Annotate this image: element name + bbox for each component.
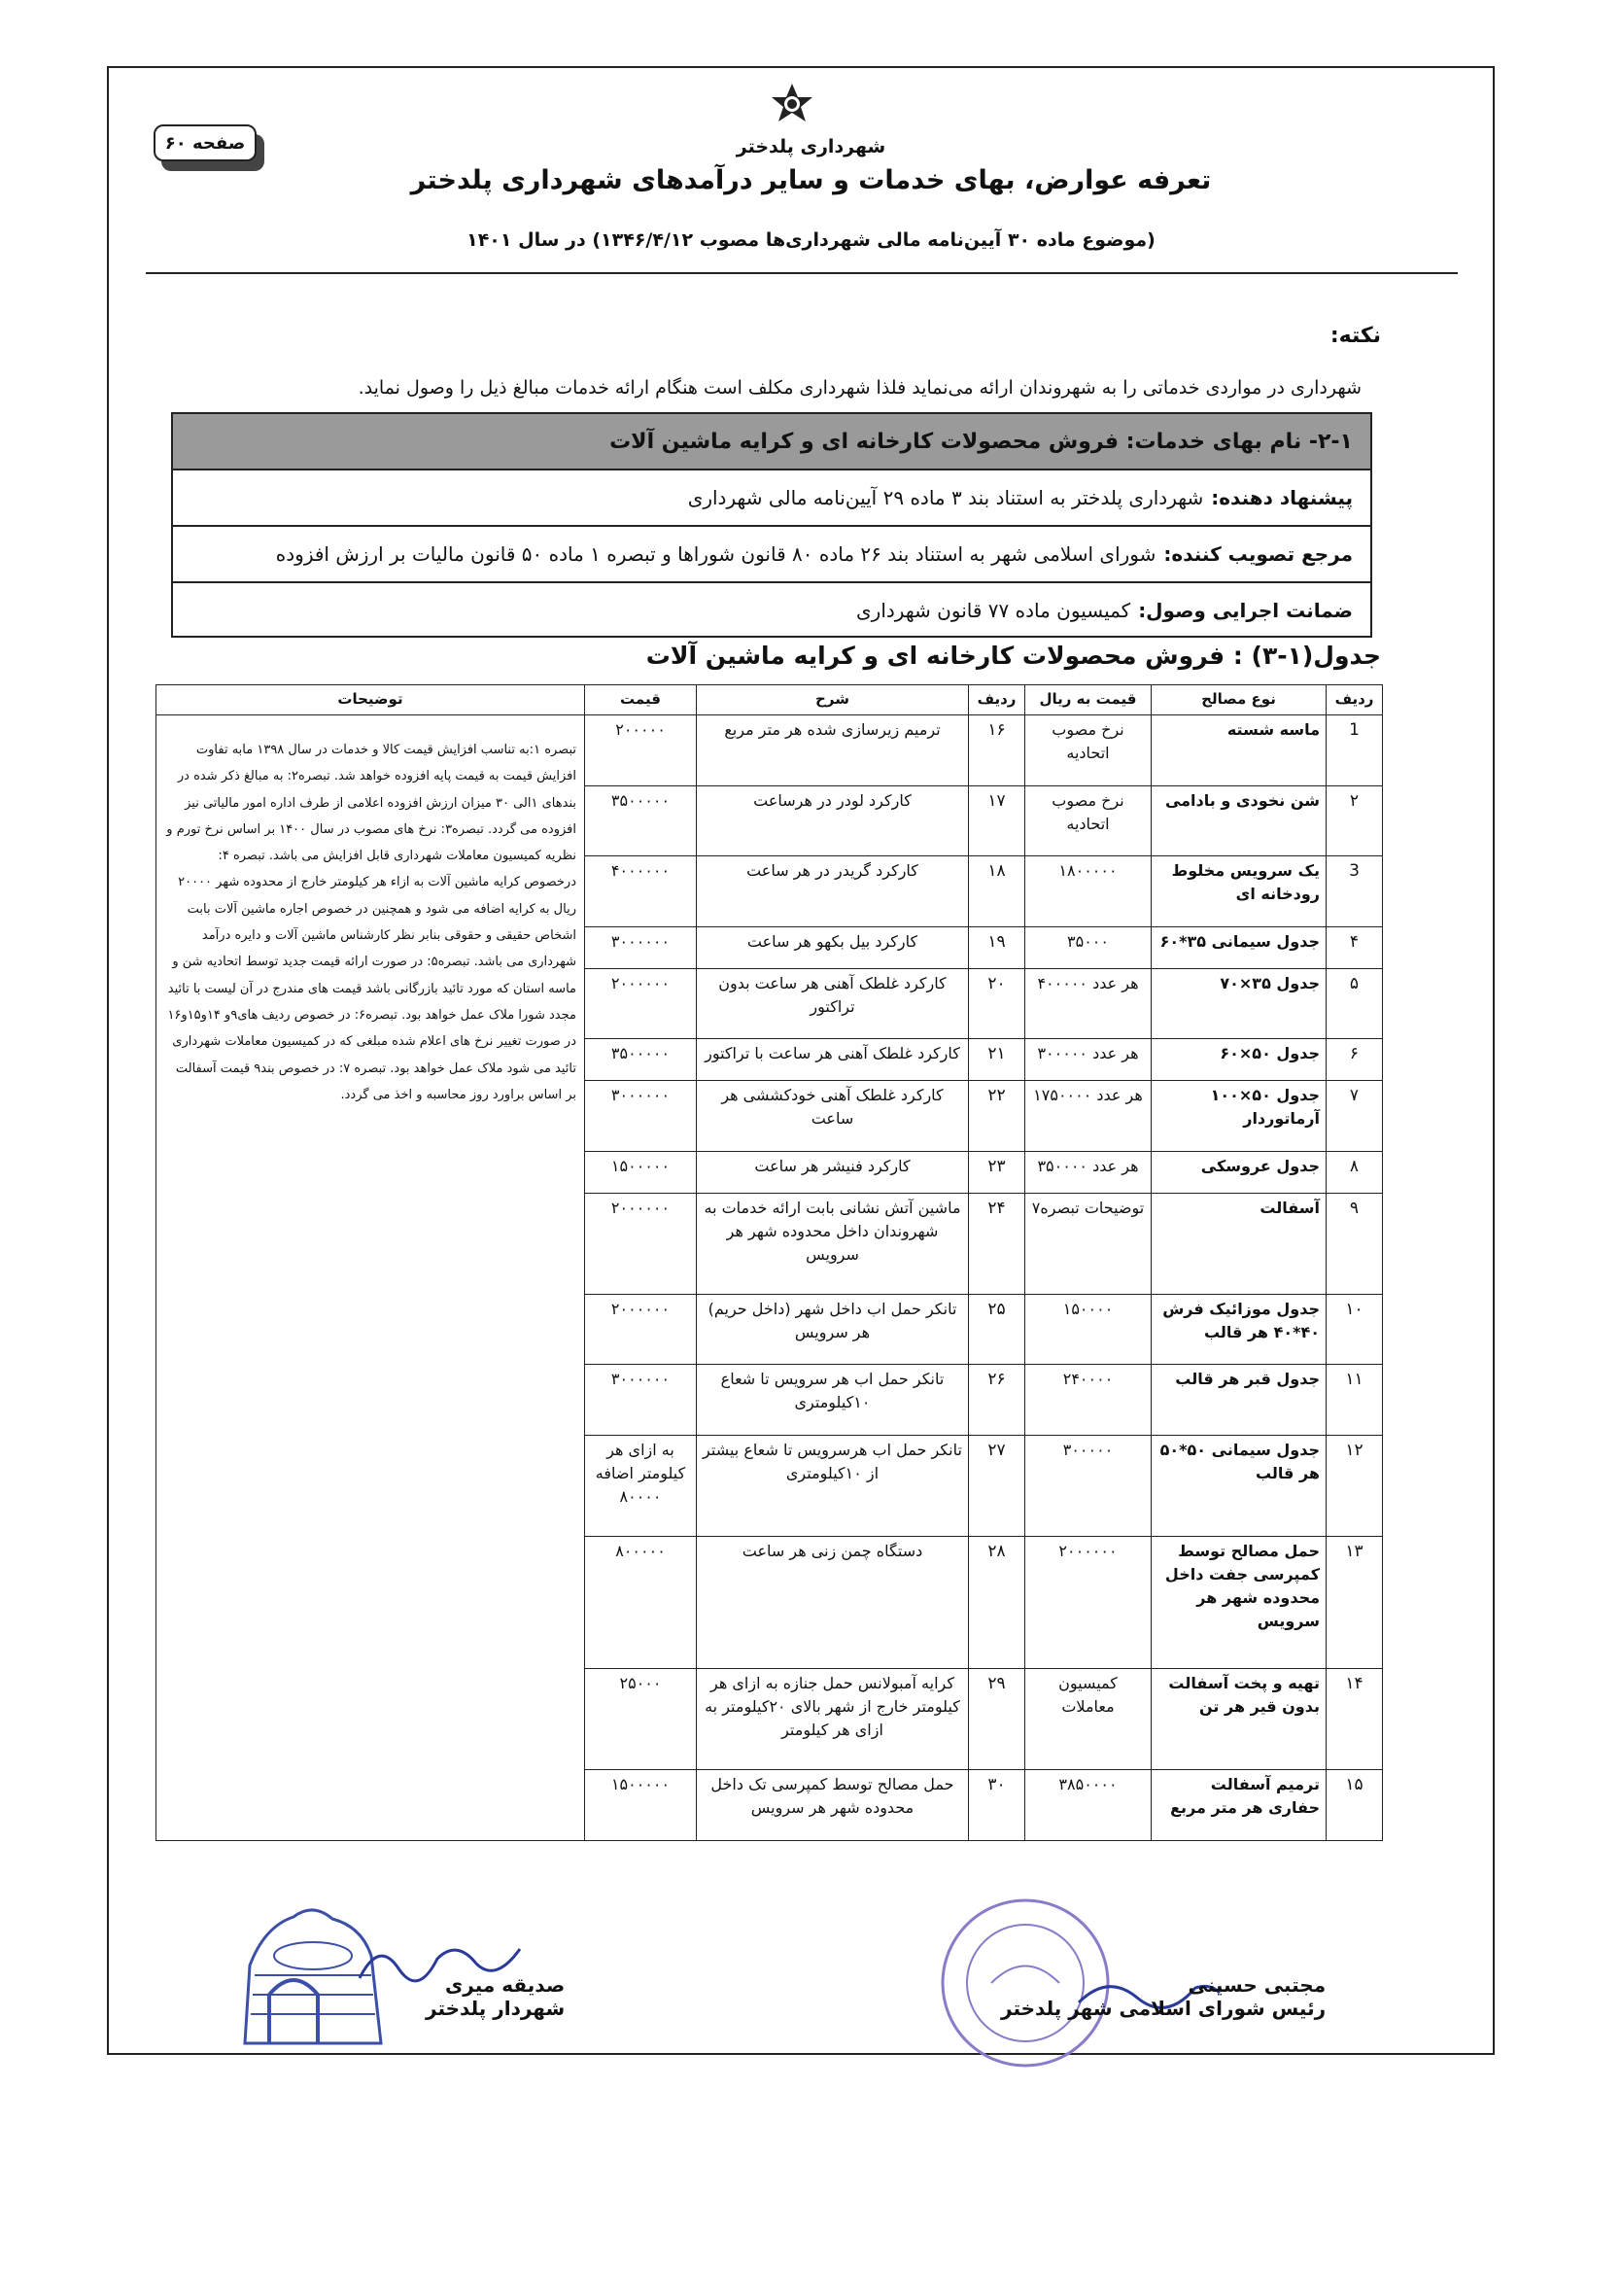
price-cell: ۸۰۰۰۰۰ xyxy=(585,1537,697,1669)
price-rial-cell: هر عدد ۱۷۵۰۰۰۰ xyxy=(1025,1081,1152,1152)
row-number-2-cell: ۲۶ xyxy=(969,1365,1025,1436)
table-title: جدول(۱-۳) : فروش محصولات کارخانه ای و کرایه ماشین آلات xyxy=(645,642,1381,670)
description-cell: ترمیم زیرسازی شده هر متر مربع xyxy=(697,715,969,786)
description-cell: کارکرد غلطک آهنی خودکششی هر ساعت xyxy=(697,1081,969,1152)
price-cell: ۱۵۰۰۰۰۰ xyxy=(585,1151,697,1193)
proposer-row xyxy=(173,470,1370,527)
header-price-rial: قیمت به ریال xyxy=(1025,685,1152,715)
row-number-cell: ۱۴ xyxy=(1327,1669,1383,1770)
row-number-cell: ۵ xyxy=(1327,968,1383,1039)
material-cell: آسفالت xyxy=(1152,1193,1327,1294)
row-number-2-cell: ۲۷ xyxy=(969,1435,1025,1536)
material-cell: جدول ۵۰×۱۰۰ آرماتوردار xyxy=(1152,1081,1327,1152)
price-rial-cell: ۲۴۰۰۰۰ xyxy=(1025,1365,1152,1436)
approver-value: شورای اسلامی شهر به استناد بند ۲۶ ماده ۸۰ قانون شوراها و تبصره ۱ ماده ۵۰ قانون مالیات بر ارزش افزوده xyxy=(275,542,1156,566)
row-number-cell: 3 xyxy=(1327,856,1383,927)
approver-label: مرجع تصویب کننده: xyxy=(1163,542,1353,566)
description-cell: کرایه آمبولانس حمل جنازه به ازای هر کیلومتر خارج از شهر بالای ۲۰کیلومتر به ازای هر کیلومتر xyxy=(697,1669,969,1770)
row-number-cell: ۴ xyxy=(1327,926,1383,968)
document-subtitle: (موضوع ماده ۳۰ آیین‌نامه مالی شهرداری‌ها مصوب ۱۳۴۶/۴/۱۲) در سال ۱۴۰۱ xyxy=(466,229,1156,251)
material-cell: جدول عروسکی xyxy=(1152,1151,1327,1193)
price-cell: ۲۰۰۰۰۰۰ xyxy=(585,1193,697,1294)
council-head-name: مجتبی حسینی xyxy=(1188,1973,1327,1997)
row-number-2-cell: ۲۵ xyxy=(969,1294,1025,1365)
price-rial-cell: ۱۸۰۰۰۰۰ xyxy=(1025,856,1152,927)
council-head-title: رئیس شورای اسلامی شهر پلدختر xyxy=(1001,1997,1327,2020)
note-label: نکته: xyxy=(1329,324,1381,348)
price-cell: ۲۵۰۰۰ xyxy=(585,1669,697,1770)
price-cell: ۲۰۰۰۰۰۰ xyxy=(585,968,697,1039)
price-rial-cell: هر عدد ۴۰۰۰۰۰ xyxy=(1025,968,1152,1039)
header-material: نوع مصالح xyxy=(1152,685,1327,715)
price-rial-cell: هر عدد ۳۰۰۰۰۰ xyxy=(1025,1039,1152,1081)
row-number-2-cell: ۲۳ xyxy=(969,1151,1025,1193)
price-rial-cell: نرخ مصوب اتحادیه xyxy=(1025,715,1152,786)
material-cell: یک سرویس مخلوط رودخانه ای xyxy=(1152,856,1327,927)
municipality-logo-icon xyxy=(768,82,816,130)
row-number-cell: ۱۰ xyxy=(1327,1294,1383,1365)
price-cell: ۳۰۰۰۰۰۰ xyxy=(585,1365,697,1436)
price-cell: ۳۵۰۰۰۰۰ xyxy=(585,785,697,856)
description-cell: کارکرد غلطک آهنی هر ساعت بدون تراکتور xyxy=(697,968,969,1039)
service-info-box xyxy=(171,412,1372,638)
material-cell: ترمیم آسفالت حفاری هر متر مربع xyxy=(1152,1770,1327,1841)
row-number-2-cell: ۲۲ xyxy=(969,1081,1025,1152)
material-cell: تهیه و پخت آسفالت بدون قیر هر تن xyxy=(1152,1669,1327,1770)
row-number-cell: ۱۳ xyxy=(1327,1537,1383,1669)
description-cell: تانکر حمل اب داخل شهر (داخل حریم) هر سرویس xyxy=(697,1294,969,1365)
row-number-2-cell: ۱۸ xyxy=(969,856,1025,927)
header-price: قیمت xyxy=(585,685,697,715)
material-cell: جدول سیمانی ۵۰*۵۰ هر قالب xyxy=(1152,1435,1327,1536)
notes-cell: تبصره ۱:به تناسب افزایش قیمت کالا و خدمات در سال ۱۳۹۸ مابه تفاوت افزایش قیمت به قیمت پایه افزوده خواهد شد. تبصره۲: به مبالغ ذکر شده در بندهای ۱الی ۳۰ میزان ارزش افزوده اعلامی از طرف اداره امور مالیاتی نیز افزوده می گردد. تبصره۳: نرخ های مصوب در سال ۱۴۰۰ بر اساس نرخ تورم و نظریه کمیسیون معاملات شهرداری قابل افزایش می باشد. تبصره ۴: درخصوص کرایه ماشین آلات به ازاء هر کیلومتر خارج از محدوده شهر ۲۰۰۰۰ ریال به کرایه اضافه می شود و همچنین در خصوص اجاره ماشین آلات بابت اشخاص حقیقی و حقوقی بنابر نظر کارشناس ماشین آلات و دایره درآمد شهرداری می باشد. تبصره۵: در صورت ارائه قیمت جدید توسط اتحادیه شن و ماسه استان که مورد تائید بازرگانی باشد قیمت های مندرج در آن لیست با تائید مجدد شورا ملاک عمل خواهد بود. تبصره۶: در خصوص ردیف های۹و ۱۴و۱۵و۱۶ در صورت تغییر نرخ های اعلام شده مبلغی که در کمیسیون معاملات شهرداری تائید می شود ملاک عمل خواهد بود. تبصره ۷: در خصوص بند۹ قیمت آسفالت بر اساس براورد روز محاسبه و اخذ می گردد. xyxy=(156,715,585,1841)
description-cell: کارکرد فنیشر هر ساعت xyxy=(697,1151,969,1193)
description-cell: تانکر حمل اب هرسرویس تا شعاع بیشتر از ۱۰کیلومتری xyxy=(697,1435,969,1536)
material-cell: جدول ۵۰×۶۰ xyxy=(1152,1039,1327,1081)
guarantee-label: ضمانت اجرایی وصول: xyxy=(1138,599,1353,622)
price-rial-cell: ۳۸۵۰۰۰۰ xyxy=(1025,1770,1152,1841)
table-row xyxy=(156,715,1383,786)
table-header-row xyxy=(156,685,1383,715)
row-number-2-cell: ۲۰ xyxy=(969,968,1025,1039)
row-number-2-cell: ۱۹ xyxy=(969,926,1025,968)
price-rial-cell: نرخ مصوب اتحادیه xyxy=(1025,785,1152,856)
tariff-table xyxy=(155,684,1383,1841)
description-cell: کارکرد لودر در هرساعت xyxy=(697,785,969,856)
price-rial-cell: توضیحات تبصره۷ xyxy=(1025,1193,1152,1294)
header-description: شرح xyxy=(697,685,969,715)
row-number-cell: ۸ xyxy=(1327,1151,1383,1193)
mayor-title: شهردار پلدختر xyxy=(426,1997,566,2020)
header-notes: توضیحات xyxy=(156,685,585,715)
note-text: شهرداری در مواردی خدماتی را به شهروندان ارائه می‌نماید فلذا شهرداری مکلف است هنگام ارائه خدمات مبالغ ذیل را وصول نماید. xyxy=(358,377,1362,399)
description-cell: کارکرد غلطک آهنی هر ساعت با تراکتور xyxy=(697,1039,969,1081)
material-cell: شن نخودی و بادامی xyxy=(1152,785,1327,856)
header-row-number: ردیف xyxy=(1327,685,1383,715)
material-cell: حمل مصالح توسط کمپرسی جفت داخل محدوده شهر هر سرویس xyxy=(1152,1537,1327,1669)
document-title: تعرفه عوارض، بهای خدمات و سایر درآمدهای شهرداری پلدختر xyxy=(410,165,1212,195)
description-cell: حمل مصالح توسط کمپرسی تک داخل محدوده شهر هر سرویس xyxy=(697,1770,969,1841)
row-number-cell: 1 xyxy=(1327,715,1383,786)
service-title: ۲-۱- نام بهای خدمات: فروش محصولات کارخانه ای و کرایه ماشین آلات xyxy=(609,429,1353,454)
price-cell: ۳۰۰۰۰۰۰ xyxy=(585,1081,697,1152)
material-cell: ماسه شسته xyxy=(1152,715,1327,786)
price-rial-cell: کمیسیون معاملات xyxy=(1025,1669,1152,1770)
row-number-cell: ۶ xyxy=(1327,1039,1383,1081)
mayor-signature-block xyxy=(426,1973,565,2020)
price-rial-cell: ۳۵۰۰۰ xyxy=(1025,926,1152,968)
council-signature-block xyxy=(1001,1973,1326,2020)
price-cell: ۴۰۰۰۰۰۰ xyxy=(585,856,697,927)
row-number-cell: ۹ xyxy=(1327,1193,1383,1294)
guarantee-value: کمیسیون ماده ۷۷ قانون شهرداری xyxy=(856,599,1131,622)
description-cell: ماشین آتش نشانی بابت ارائه خدمات به شهروندان داخل محدوده شهر هر سرویس xyxy=(697,1193,969,1294)
row-number-2-cell: ۲۴ xyxy=(969,1193,1025,1294)
organization-name: شهرداری پلدختر xyxy=(736,136,886,157)
row-number-cell: ۱۲ xyxy=(1327,1435,1383,1536)
proposer-value: شهرداری پلدختر به استناد بند ۳ ماده ۲۹ آیین‌نامه مالی شهرداری xyxy=(687,486,1204,509)
description-cell: دستگاه چمن زنی هر ساعت xyxy=(697,1537,969,1669)
price-cell: ۳۵۰۰۰۰۰ xyxy=(585,1039,697,1081)
price-cell: ۳۰۰۰۰۰۰ xyxy=(585,926,697,968)
price-cell: به ازای هر کیلومتر اضافه ۸۰۰۰۰ xyxy=(585,1435,697,1536)
material-cell: جدول ۳۵×۷۰ xyxy=(1152,968,1327,1039)
row-number-cell: ۲ xyxy=(1327,785,1383,856)
price-rial-cell: هر عدد ۳۵۰۰۰۰ xyxy=(1025,1151,1152,1193)
header-row-number-2: ردیف xyxy=(969,685,1025,715)
row-number-2-cell: ۱۶ xyxy=(969,715,1025,786)
row-number-cell: ۱۵ xyxy=(1327,1770,1383,1841)
price-cell: ۲۰۰۰۰۰۰ xyxy=(585,1294,697,1365)
row-number-cell: ۱۱ xyxy=(1327,1365,1383,1436)
row-number-2-cell: ۲۱ xyxy=(969,1039,1025,1081)
proposer-label: پیشنهاد دهنده: xyxy=(1211,486,1353,509)
price-rial-cell: ۱۵۰۰۰۰ xyxy=(1025,1294,1152,1365)
row-number-2-cell: ۲۹ xyxy=(969,1669,1025,1770)
approver-row xyxy=(173,527,1370,583)
row-number-cell: ۷ xyxy=(1327,1081,1383,1152)
price-rial-cell: ۳۰۰۰۰۰ xyxy=(1025,1435,1152,1536)
price-cell: ۲۰۰۰۰۰ xyxy=(585,715,697,786)
description-cell: کارکرد گریدر در هر ساعت xyxy=(697,856,969,927)
row-number-2-cell: ۱۷ xyxy=(969,785,1025,856)
description-cell: تانکر حمل اب هر سرویس تا شعاع ۱۰کیلومتری xyxy=(697,1365,969,1436)
page-number-badge: صفحه ۶۰ xyxy=(154,124,257,161)
mayor-name: صدیقه میری xyxy=(444,1973,566,1997)
price-rial-cell: ۲۰۰۰۰۰۰ xyxy=(1025,1537,1152,1669)
material-cell: جدول موزائیک فرش ۴۰*۴۰ هر قالب xyxy=(1152,1294,1327,1365)
row-number-2-cell: ۳۰ xyxy=(969,1770,1025,1841)
guarantee-row xyxy=(173,583,1370,638)
header-divider xyxy=(146,272,1458,274)
row-number-2-cell: ۲۸ xyxy=(969,1537,1025,1669)
price-cell: ۱۵۰۰۰۰۰ xyxy=(585,1770,697,1841)
material-cell: جدول قبر هر قالب xyxy=(1152,1365,1327,1436)
service-title-row xyxy=(173,414,1370,470)
description-cell: کارکرد بیل بکهو هر ساعت xyxy=(697,926,969,968)
material-cell: جدول سیمانی ۳۵*۶۰ xyxy=(1152,926,1327,968)
